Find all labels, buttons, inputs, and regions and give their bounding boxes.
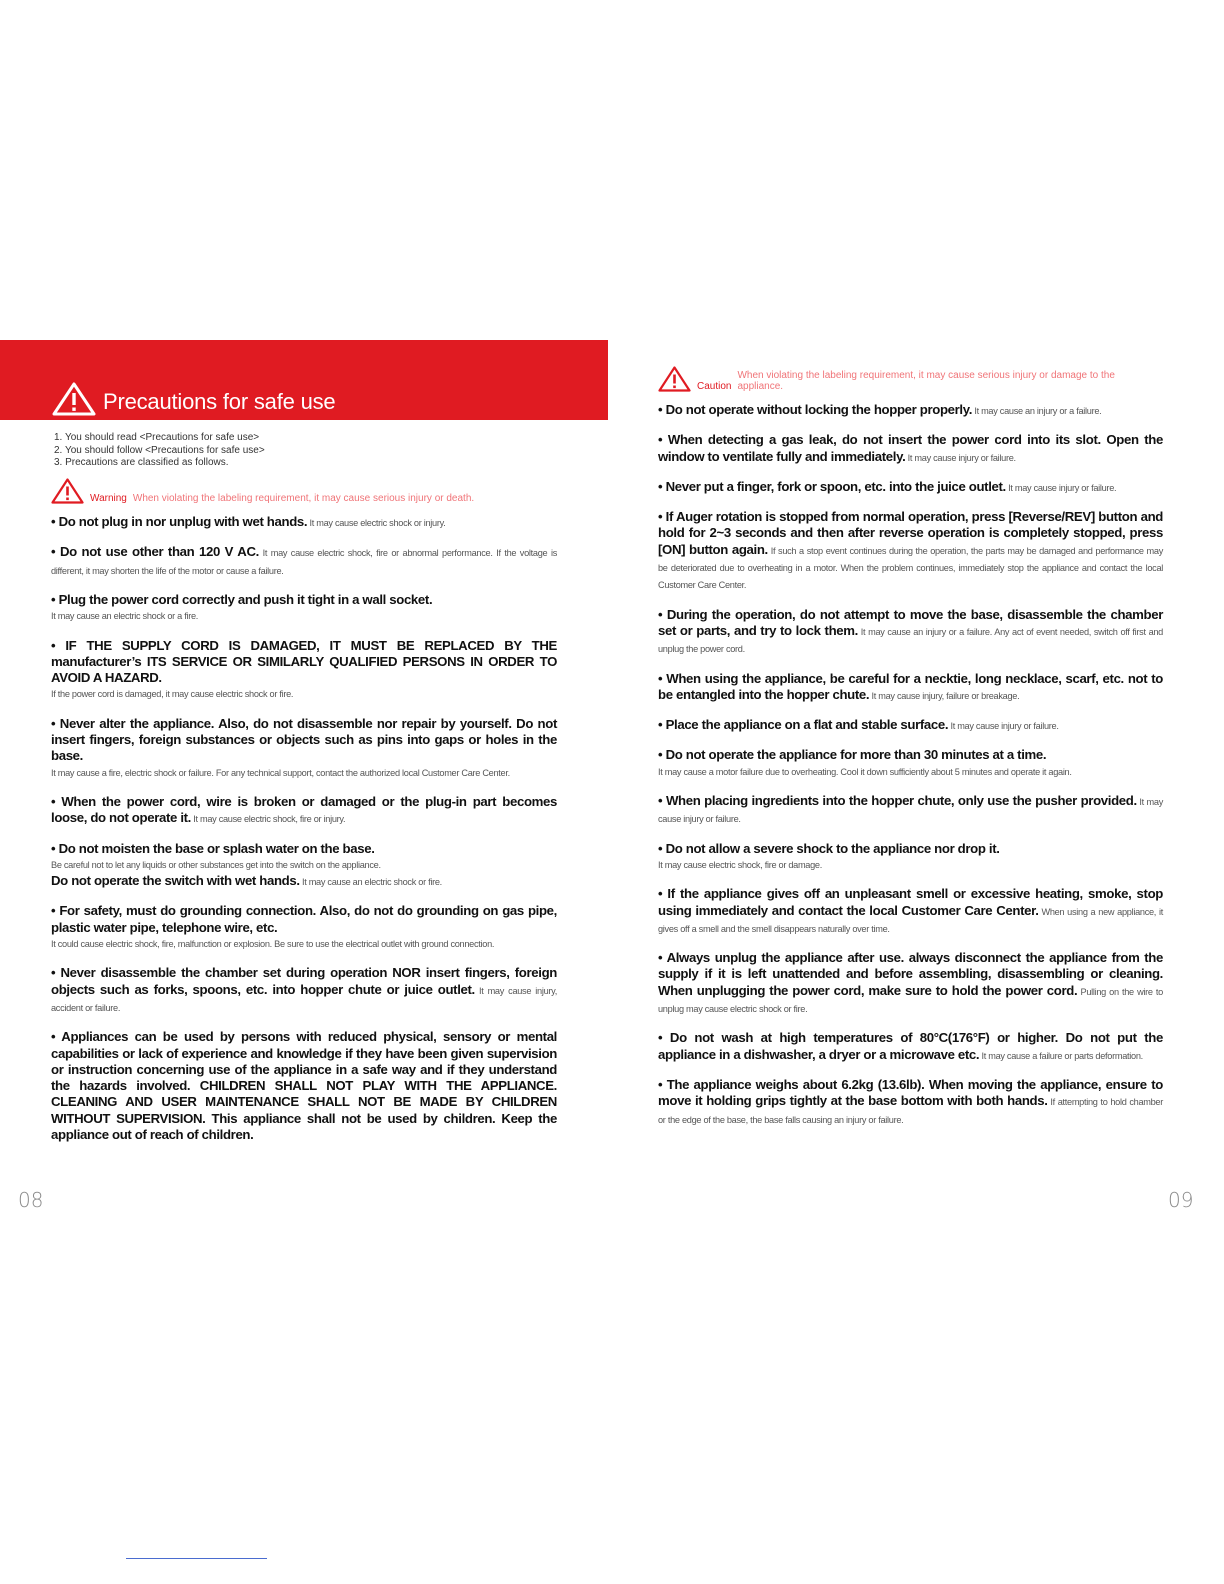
precaution-item	[51, 965, 557, 1016]
precaution-title: • When detecting a gas leak, do not insert the power cord into its slot. Open the window to ventilate fully and immediately.	[658, 432, 1163, 464]
precaution-item	[51, 903, 557, 952]
precaution-note: If attempting to hold chamber or the edge of the base, the base falls causing an injury or failure.	[658, 1097, 1163, 1125]
precaution-title: • Do not operate without locking the hopper properly.	[658, 402, 973, 417]
precaution-title: • IF THE SUPPLY CORD IS DAMAGED, IT MUST BE REPLACED BY THE manufacturer’s ITS SERVICE OR SIMILARLY QUALIFIED PERSONS IN ORDER TO AVOID A HAZARD.	[51, 637, 557, 686]
precaution-item	[658, 717, 1163, 734]
precaution-title: • When placing ingredients into the hopper chute, only use the pusher provided.	[658, 793, 1137, 809]
precaution-title: • The appliance weighs about 6.2kg (13.6lb). When moving the appliance, ensure to move it holding grips tightly at the base bottom with both hands.	[658, 1076, 1163, 1109]
precaution-note: It may cause a failure or parts deformation.	[979, 1050, 1143, 1061]
precaution-detail: It may cause a fire, electric shock or failure. For any technical support, contact the authorized local Customer Care Center.	[51, 767, 510, 778]
precaution-item	[51, 716, 557, 781]
precaution-detail: It may cause an electric shock or a fire.	[51, 611, 199, 622]
precaution-title: • Do not plug in nor unplug with wet hands.	[51, 514, 308, 530]
warning-label: Warning	[90, 493, 127, 505]
precaution-note: It may cause injury, accident or failure.	[51, 985, 557, 1013]
precaution-item	[658, 479, 1163, 496]
precaution-title: • When the power cord, wire is broken or damaged or the plug-in part becomes loose, do not operate it.	[51, 793, 557, 826]
precaution-title: • For safety, must do grounding connection. Also, do not do grounding on gas pipe, plastic water pipe, telephone wire, etc.	[51, 903, 557, 935]
precaution-item	[658, 886, 1163, 937]
precaution-note: It may cause injury or failure.	[658, 797, 1164, 825]
precaution-note: It may cause an electric shock or fire.	[299, 877, 442, 888]
precaution-title: • Never alter the appliance. Also, do not disassemble nor repair by yourself. Do not insert fingers, foreign substances or objects such as pins into gaps or holes in the base.	[51, 715, 557, 764]
precaution-note: When using a new appliance, it gives off a smell and the smell disappears naturally over time.	[658, 906, 1163, 934]
precaution-title: • Do not moisten the base or splash water on the base.	[51, 840, 375, 856]
precaution-title: • If the appliance gives off an unpleasant smell or excessive heating, smoke, stop using immediately and contact the local Customer Care Center.	[658, 886, 1163, 918]
precaution-title: • Never put a finger, fork or spoon, etc. into the juice outlet.	[658, 478, 1006, 494]
intro-item: 2. You should follow <Precautions for safe use>	[54, 444, 265, 456]
precaution-item	[658, 402, 1163, 419]
warning-notice	[51, 478, 557, 504]
caution-description: When violating the labeling requirement, it may cause serious injury or damage to the appliance.	[737, 370, 1115, 392]
precaution-item	[51, 514, 557, 531]
precaution-item	[658, 747, 1163, 780]
precaution-item	[658, 671, 1163, 705]
precaution-title: • Do not allow a severe shock to the appliance nor drop it.	[658, 840, 1000, 856]
precaution-item	[658, 841, 1163, 874]
precaution-note: It may cause an injury or a failure.	[972, 406, 1102, 416]
precaution-detail: It may cause electric shock, fire or damage.	[658, 859, 822, 870]
precaution-item	[658, 1077, 1163, 1128]
precaution-title: • Always unplug the appliance after use. always disconnect the appliance from the supply if it is left unattended and before assembling, disassembling or cleaning. When unplugging the power cord, make sure to hold the power cord.	[658, 950, 1163, 998]
page-number-left: 08	[18, 1188, 44, 1212]
precaution-title: • If Auger rotation is stopped from normal operation, press [Reverse/REV] button and hold for 2~3 seconds and then after reverse operation is completely stopped, press [ON] button again.	[658, 509, 1163, 557]
precaution-item	[658, 607, 1163, 658]
precaution-note: It may cause electric shock, fire or abnormal performance. If the voltage is different, it may shorten the life of the motor or cause a failure.	[51, 548, 557, 576]
precaution-item	[51, 638, 557, 703]
intro-item: 3. Precautions are classified as follows.	[54, 457, 229, 469]
precaution-item	[51, 794, 557, 828]
left-column	[51, 432, 557, 1156]
precaution-item	[658, 1030, 1163, 1064]
precaution-note: It may cause injury or failure.	[948, 721, 1059, 732]
precaution-title: • Do not operate the appliance for more than 30 minutes at a time.	[658, 747, 1047, 763]
precaution-note: It may cause injury, failure or breakage.	[869, 690, 1020, 701]
precaution-item	[51, 841, 557, 891]
warning-triangle-icon	[52, 382, 96, 416]
precaution-item	[658, 950, 1163, 1017]
caution-notice	[658, 366, 1163, 392]
precaution-detail: If the power cord is damaged, it may cause electric shock or fire.	[51, 689, 294, 700]
left-precautions-list	[51, 514, 557, 1143]
precaution-note: It may cause electric shock, fire or injury.	[190, 814, 346, 825]
precaution-detail: Be careful not to let any liquids or other substances get into the switch on the appliance.	[51, 859, 381, 870]
precaution-title: • Do not wash at high temperatures of 80°C(176°F) or higher. Do not put the appliance in a dishwasher, a dryer or a microwave etc.	[658, 1030, 1163, 1062]
caution-label: Caution	[697, 381, 732, 392]
warning-description: When violating the labeling requirement, it may cause serious injury or death.	[132, 493, 475, 505]
precaution-note: It may cause injury or failure.	[905, 452, 1016, 463]
precaution-note: It may cause electric shock or injury.	[307, 518, 446, 529]
footer-divider	[126, 1558, 267, 1559]
precaution-note: If such a stop event continues during the operation, the parts may be damaged and performance may be deteriorated due to overheating in a motor. When the problem continues, immediately stop the appliance and contact the local Customer Care Center.	[658, 545, 1163, 591]
right-column	[658, 366, 1163, 1141]
precaution-item	[51, 592, 557, 625]
precaution-item	[658, 793, 1163, 828]
precaution-detail: It could cause electric shock, fire, malfunction or explosion. Be sure to use the electrical outlet with ground connection.	[51, 939, 495, 950]
precaution-title: Do not operate the switch with wet hands.	[51, 873, 300, 889]
precaution-title: • Place the appliance on a flat and stable surface.	[658, 717, 949, 733]
precaution-title: • Do not use other than 120 V AC.	[51, 544, 259, 560]
precaution-title: • Plug the power cord correctly and push it tight in a wall socket.	[51, 592, 433, 607]
page-title: Precautions for safe use	[103, 389, 336, 414]
precaution-note: Pulling on the wire to unplug may cause electric shock or fire.	[658, 986, 1163, 1015]
precaution-item	[51, 544, 557, 579]
intro-list	[54, 432, 557, 470]
precaution-item	[658, 509, 1163, 593]
precaution-item	[51, 1029, 557, 1143]
precaution-title: • Appliances can be used by persons with reduced physical, sensory or mental capabilities or lack of experience and knowledge if they have been given supervision or instruction concerning use of the appliance in a safe way and if they understand the hazards involved. CHILDREN SHALL NOT PLAY WITH THE APPLIANCE. CLEANING AND USER MAINTENANCE SHALL NOT BE MADE BY CHILDREN WITHOUT SUPERVISION. This appliance shall not be used by children. Keep the appliance out of reach of children.	[51, 1029, 557, 1143]
precaution-title: • Never disassemble the chamber set during operation NOR insert fingers, foreign objects such as forks, spoons, etc. into hopper chute or juice outlet.	[51, 965, 557, 997]
precaution-title: • When using the appliance, be careful for a necktie, long necklace, scarf, etc. not to be entangled into the hopper chute.	[658, 670, 1163, 702]
precaution-item	[658, 432, 1163, 466]
right-precautions-list	[658, 402, 1163, 1128]
precaution-note: It may cause injury or failure.	[1005, 482, 1117, 493]
intro-item: 1. You should read <Precautions for safe use>	[54, 432, 260, 443]
precaution-detail: It may cause a motor failure due to overheating. Cool it down sufficiently about 5 minutes and operate it again.	[658, 766, 1072, 777]
caution-triangle-icon	[658, 366, 691, 392]
page-number-right: 09	[1168, 1188, 1194, 1212]
precaution-title: • During the operation, do not attempt to move the base, disassemble the chamber set or parts, and try to lock them.	[658, 606, 1163, 638]
header-banner	[0, 340, 608, 420]
precaution-note: It may cause an injury or a failure. Any act of event needed, switch off first and unplug the power cord.	[658, 626, 1163, 655]
warning-triangle-icon	[51, 478, 84, 504]
